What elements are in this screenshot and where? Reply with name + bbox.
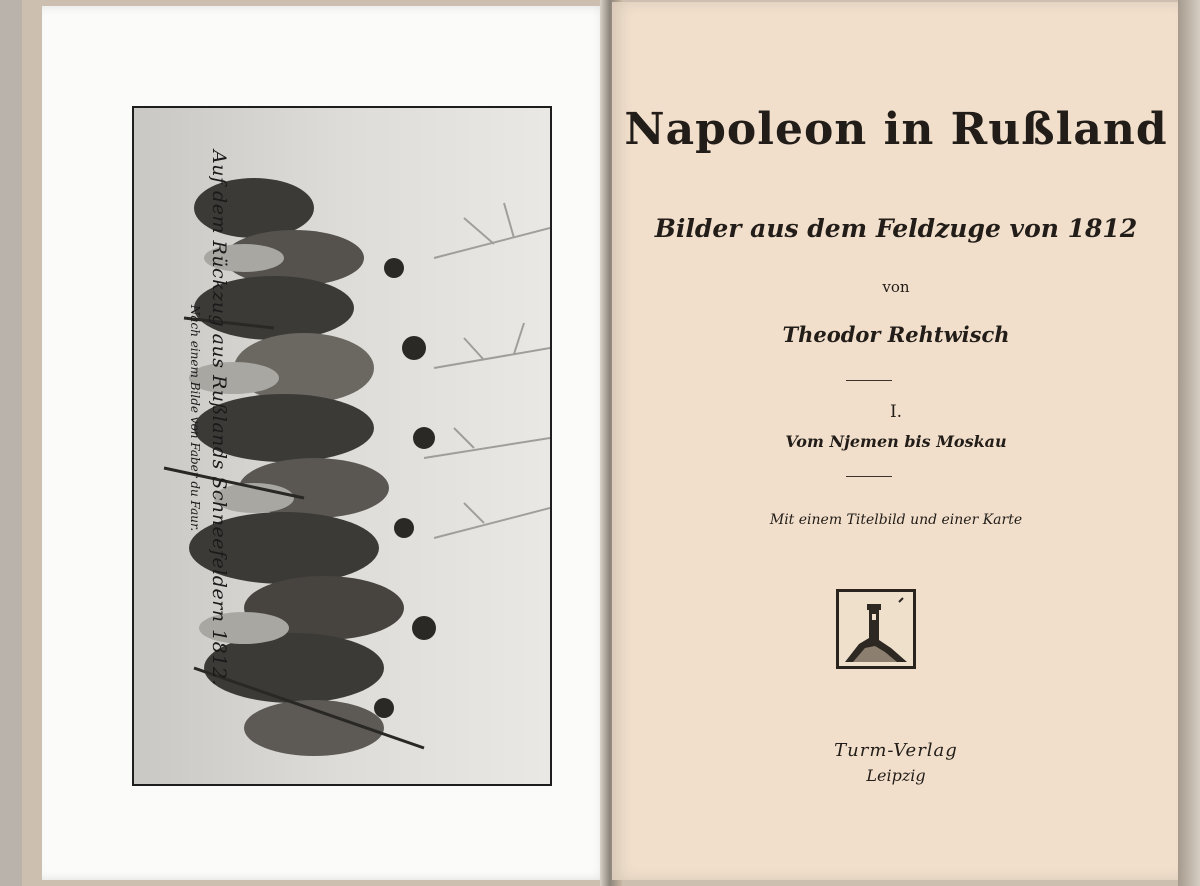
caption-credit: Nach einem Bilde von Faber du Faur.	[188, 304, 202, 532]
contents-note: Mit einem Titelbild und einer Karte	[769, 512, 1023, 528]
volume-number: I.	[889, 402, 903, 422]
volume-title: Vom Njemen bis Moskau	[785, 432, 1007, 451]
author-name: Theodor Rehtwisch	[782, 322, 1010, 347]
publisher-city: Leipzig	[866, 766, 926, 785]
book-subtitle: Bilder aus dem Feldzuge von 1812	[654, 214, 1138, 243]
frontispiece-caption	[158, 98, 230, 738]
publisher-name: Turm-Verlag	[834, 740, 958, 761]
by-line: von	[882, 278, 910, 296]
divider-rule	[846, 476, 892, 477]
page-edge	[1178, 0, 1200, 886]
caption-text: Auf dem Rückzug aus Rußlands Schneefeldern 1812.	[208, 150, 230, 686]
book-title: Napoleon in Rußland	[624, 104, 1168, 155]
divider-rule	[846, 380, 892, 381]
publisher-tower-emblem	[836, 589, 916, 669]
